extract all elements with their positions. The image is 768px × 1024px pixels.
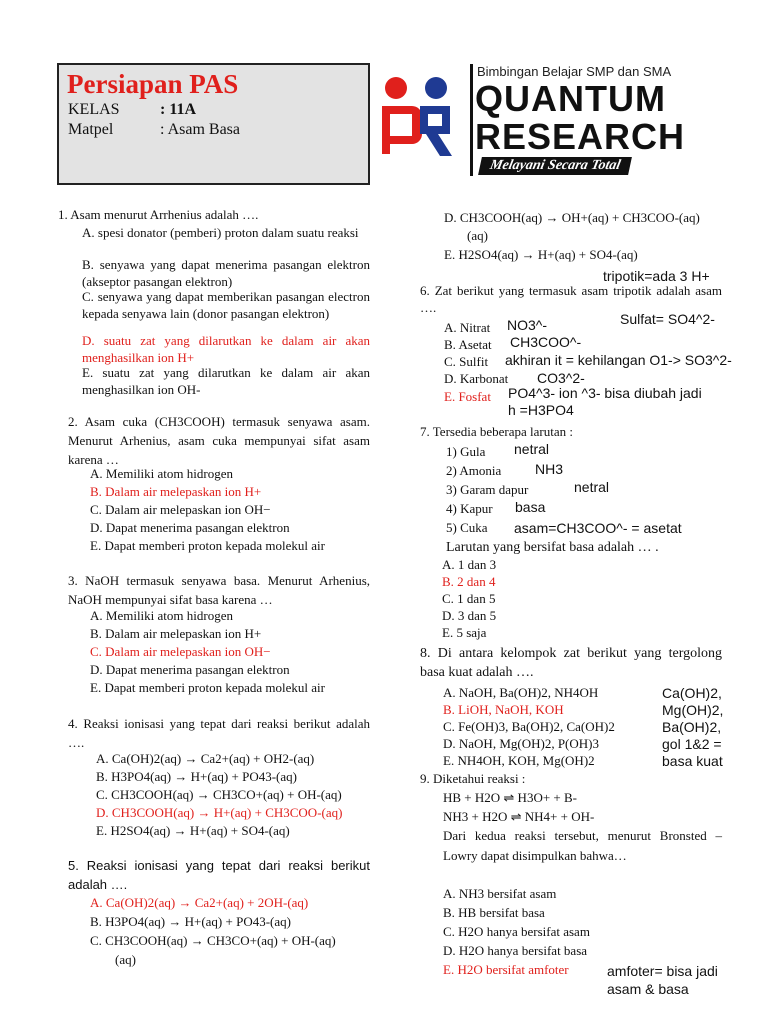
brand-slogan: Melayani Secara Total (478, 157, 632, 175)
q5-option-b: B. H3PO4(aq) → H+(aq) + PO43-(aq) (90, 914, 291, 929)
kelas-label: KELAS (68, 101, 120, 118)
q7-item-2: 2) Amonia (446, 463, 502, 478)
q2-option-a: A. Memiliki atom hidrogen (90, 466, 233, 481)
q7-option-d: D. 3 dan 5 (442, 608, 497, 623)
q7-item-3: 3) Garam dapur (446, 482, 529, 497)
q4-option-d: D. CH3COOH(aq) → H+(aq) + CH3COO-(aq) (96, 805, 343, 820)
q2-text: 2. Asam cuka (CH3COOH) termasuk senyawa asam. Menurut Arhenius, asam cuka mempunyai sifat asam karena … (68, 414, 370, 467)
note-nh3: NH3 (535, 461, 564, 477)
q8-option-d: D. NaOH, Mg(OH)2, P(OH)3 (443, 736, 599, 751)
q7-item-5: 5) Cuka (446, 520, 488, 535)
note-netral-2: netral (574, 479, 610, 495)
q3-option-a: A. Memiliki atom hidrogen (90, 608, 233, 623)
q9-reaction-2: NH3 + H2O ⇌ NH4+ + OH- (443, 809, 595, 824)
note-akhiran: akhiran it = kehilangan O1-> SO3^2- (505, 352, 732, 368)
q4-option-c: C. CH3COOH(aq) → CH3CO+(aq) + OH-(aq) (96, 787, 342, 802)
q8-option-a: A. NaOH, Ba(OH)2, NH4OH (443, 685, 599, 700)
q9-stem: Dari kedua reaksi tersebut, menurut Bronsted – Lowry dapat disimpulkan bahwa… (443, 828, 722, 863)
q7-option-a: A. 1 dan 3 (442, 557, 497, 572)
q3-text: 3. NaOH termasuk senyawa basa. Menurut Arhenius, NaOH mempunyai sifat basa karena … (68, 573, 370, 607)
note-sulfat: Sulfat= SO4^2- (620, 311, 715, 327)
q8-option-b: B. LiOH, NaOH, KOH (443, 702, 564, 717)
q9-reaction-1: HB + H2O ⇌ H3O+ + B- (443, 790, 577, 805)
note-asam-asetat: asam=CH3COO^- = asetat (514, 520, 682, 536)
q4-option-a: A. Ca(OH)2(aq) → Ca2+(aq) + OH2-(aq) (96, 751, 315, 766)
q6-option-d: D. Karbonat (444, 371, 509, 386)
note-no3: NO3^- (507, 317, 548, 333)
q2-option-e: E. Dapat memberi proton kepada molekul air (90, 538, 326, 553)
note-co3: CO3^2- (537, 370, 585, 386)
quantum-logo-icon (374, 74, 464, 174)
q1-option-a: A. spesi donator (pemberi) proton dalam suatu reaksi (82, 225, 359, 240)
note-basa-kuat-4: gol 1&2 = (662, 736, 722, 752)
brand-name-1: QUANTUM (475, 78, 666, 119)
q6-option-e: E. Fosfat (444, 389, 491, 404)
q4-option-e: E. H2SO4(aq) → H+(aq) + SO4-(aq) (96, 823, 290, 838)
q3-option-c: C. Dalam air melepaskan ion OH− (90, 644, 271, 659)
q3-option-b: B. Dalam air melepaskan ion H+ (90, 626, 262, 641)
q6-option-b: B. Asetat (444, 337, 492, 352)
brand-tagline-top: Bimbingan Belajar SMP dan SMA (477, 64, 672, 79)
note-basa-kuat-5: basa kuat (662, 753, 723, 769)
q1-option-c: C. senyawa yang dapat memberikan pasangan electron kepada senyawa lain (donor pasangan elektron) (82, 289, 370, 321)
q1-option-d: D. suatu zat yang dilarutkan ke dalam air akan menghasilkan ion H+ (82, 333, 370, 365)
q9-text: 9. Diketahui reaksi : (420, 771, 526, 786)
q5-option-c: C. CH3COOH(aq) → CH3CO+(aq) + OH-(aq) (90, 933, 336, 948)
note-basa-kuat-3: Ba(OH)2, (662, 719, 722, 735)
q2-option-b: B. Dalam air melepaskan ion H+ (90, 484, 262, 499)
q5-option-c-cont: (aq) (115, 952, 136, 967)
brand-logo (374, 60, 704, 185)
q8-option-e: E. NH4OH, KOH, Mg(OH)2 (443, 753, 595, 768)
q6-text: 6. Zat berikut yang termasuk asam tripotik adalah asam …. (420, 283, 722, 315)
header-box (57, 63, 370, 185)
q5-text: 5. Reaksi ionisasi yang tepat dari reaksi berikut adalah …. (68, 858, 370, 892)
q2-option-c: C. Dalam air melepaskan ion OH− (90, 502, 271, 517)
q5-option-e: E. H2SO4(aq) → H+(aq) + SO4-(aq) (444, 247, 638, 262)
note-ch3coo: CH3COO^- (510, 334, 582, 350)
q9-option-b: B. HB bersifat basa (443, 905, 545, 920)
q7-option-e: E. 5 saja (442, 625, 487, 640)
note-amfoter-1: amfoter= bisa jadi (607, 963, 718, 979)
q1-text: 1. Asam menurut Arrhenius adalah …. (58, 207, 259, 222)
q9-option-a: A. NH3 bersifat asam (443, 886, 557, 901)
q6-option-c: C. Sulfit (444, 354, 489, 369)
q9-option-e: E. H2O bersifat amfoter (443, 962, 569, 977)
note-basa: basa (515, 499, 546, 515)
brand-name-2: RESEARCH (475, 116, 686, 157)
q5-option-a: A. Ca(OH)2(aq) → Ca2+(aq) + 2OH-(aq) (90, 895, 309, 910)
note-basa-kuat-2: Mg(OH)2, (662, 702, 724, 718)
q5-option-d: D. CH3COOH(aq) → OH+(aq) + CH3COO-(aq) (444, 210, 700, 225)
q8-option-c: C. Fe(OH)3, Ba(OH)2, Ca(OH)2 (443, 719, 615, 734)
q9-option-d: D. H2O hanya bersifat basa (443, 943, 588, 958)
note-netral-1: netral (514, 441, 550, 457)
note-po4-line1: PO4^3- ion ^3- bisa diubah jadi (508, 385, 702, 401)
note-tripotik: tripotik=ada 3 H+ (603, 268, 710, 284)
page-title: Persiapan PAS (67, 69, 239, 99)
q7-text: 7. Tersedia beberapa larutan : (420, 424, 573, 439)
q3-option-d: D. Dapat menerima pasangan elektron (90, 662, 290, 677)
q2-option-d: D. Dapat menerima pasangan elektron (90, 520, 290, 535)
note-amfoter-2: asam & basa (607, 981, 689, 997)
q9-option-c: C. H2O hanya bersifat asam (443, 924, 590, 939)
q3-option-e: E. Dapat memberi proton kepada molekul air (90, 680, 326, 695)
kelas-value: : 11A (160, 101, 196, 118)
matpel-label: Matpel (68, 121, 114, 138)
q1-option-e: E. suatu zat yang dilarutkan ke dalam air akan menghasilkan ion OH- (82, 365, 370, 397)
q8-text: 8. Di antara kelompok zat berikut yang tergolong basa kuat adalah …. (420, 646, 722, 680)
q7-option-b: B. 2 dan 4 (442, 574, 496, 589)
q5-option-d-cont: (aq) (467, 228, 488, 243)
q7-item-4: 4) Kapur (446, 501, 493, 516)
q6-option-a: A. Nitrat (444, 320, 491, 335)
note-po4-line2: h =H3PO4 (508, 402, 574, 418)
q7-stem: Larutan yang bersifat basa adalah … . (446, 540, 659, 555)
q4-text: 4. Reaksi ionisasi yang tepat dari reaksi berikut adalah …. (68, 716, 370, 750)
brand-divider (470, 64, 473, 176)
q4-option-b: B. H3PO4(aq) → H+(aq) + PO43-(aq) (96, 769, 297, 784)
q7-option-c: C. 1 dan 5 (442, 591, 496, 606)
q1-option-b: B. senyawa yang dapat menerima pasangan elektron (akseptor pasangan elektron) (82, 257, 370, 289)
matpel-value: : Asam Basa (160, 121, 240, 138)
note-basa-kuat-1: Ca(OH)2, (662, 685, 722, 701)
q7-item-1: 1) Gula (446, 444, 486, 459)
